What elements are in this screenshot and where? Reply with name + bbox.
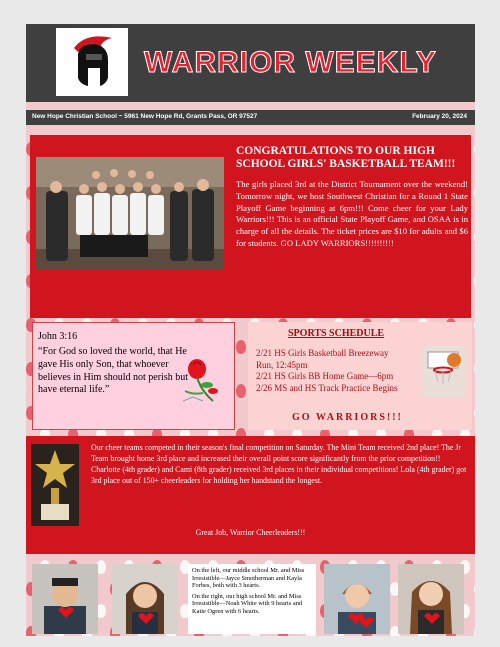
student-photo [112, 564, 178, 634]
issue-date: February 20, 2024 [412, 113, 467, 120]
caption-left: On the left, our middle school Mr. and Miss Irresistible—Jayce Smotherman and Kayla Forbes, both with 3 hearts. [192, 567, 305, 590]
basketball-section [30, 135, 471, 318]
caption-right: On the right, our high school Mr. and Miss Irresistible—Noah White with 9 hearts and Katie Ogren with 6 hearts. [192, 592, 303, 615]
cheer-signoff: Great Job, Warrior Cheerleaders!!! [195, 528, 306, 537]
heart-decoration [474, 626, 475, 636]
cheer-body: Our cheer teams competed in their season's final competition on Saturday. The Mini Team received 2nd place! The Jr Team brought home 3rd place and increased their overall point score significantly from the prior competition!! Charlotte (4th grader) and Cami (8th grader) received 3rd places in their individual competitions! Lola (4th grader) got 3rd place out of 150+ cheerleaders for holding her handstand the longest. [91, 443, 467, 485]
heart-decoration [474, 362, 475, 376]
team-photo [36, 157, 224, 269]
heart-decoration [474, 186, 475, 200]
newsletter-page [26, 24, 475, 636]
heart-decoration [236, 384, 246, 398]
rose-icon [183, 357, 227, 410]
verse-box [32, 322, 235, 430]
verse-text: “For God so loved the world, that He gave His only Son, that whoever believes in Him should not perish but have eternal life.” [38, 346, 188, 396]
masthead [26, 24, 475, 102]
schedule-heading: SPORTS SCHEDULE [288, 328, 385, 339]
sports-schedule-box [248, 322, 472, 430]
heart-decoration [474, 406, 475, 420]
student-photo [324, 564, 390, 634]
school-address: New Hope Christian School ~ 5961 New Hope Rd, Grants Pass, OR 97527 [32, 113, 258, 120]
heart-decoration [236, 340, 246, 354]
schedule-closing: GO WARRIORS!!! [292, 412, 403, 423]
info-bar [26, 110, 475, 125]
schedule-list [256, 348, 406, 394]
heart-decoration [474, 582, 475, 596]
basketball-hoop-image [422, 346, 466, 398]
student-photo [398, 564, 464, 634]
schedule-item: 2/21 HS Girls BB Home Game—6pm [256, 371, 394, 381]
newsletter-title: WARRIOR WEEKLY [144, 46, 437, 79]
trophy-image [31, 444, 79, 526]
schedule-item: 2/21 HS Girls Basketball Breezeway Run, 12:45pm [256, 348, 389, 370]
heart-decoration [474, 230, 475, 244]
basketball-body: The girls placed 3rd at the District Tournament over the weekend! Tomorrow night, we host Southwest Christian for a Round 1 State Playoff Game beginning at 6pm!!! Come cheer for your Lady Warriors!!! This is an official State Playoff Game, and OSAA is in charge of all the details. The ticket prices are $10 for adults and $6 for students. GO LADY WARRIORS!!!!!!!!!! [236, 179, 468, 248]
heart-decoration [474, 274, 475, 288]
heart-decoration [474, 142, 475, 156]
heart-decoration [474, 318, 475, 332]
mr-miss-irresistible-caption [188, 564, 316, 634]
schedule-item: 2/26 MS and HS Track Practice Begins [256, 382, 398, 393]
student-photo [32, 564, 98, 634]
verse-reference: John 3:16 [38, 331, 78, 342]
cheer-section [26, 436, 475, 554]
basketball-headline: CONGRATULATIONS TO OUR HIGH SCHOOL GIRLS' BASKETBALL TEAM!!! [236, 145, 456, 170]
spartan-helmet-logo [56, 28, 128, 96]
